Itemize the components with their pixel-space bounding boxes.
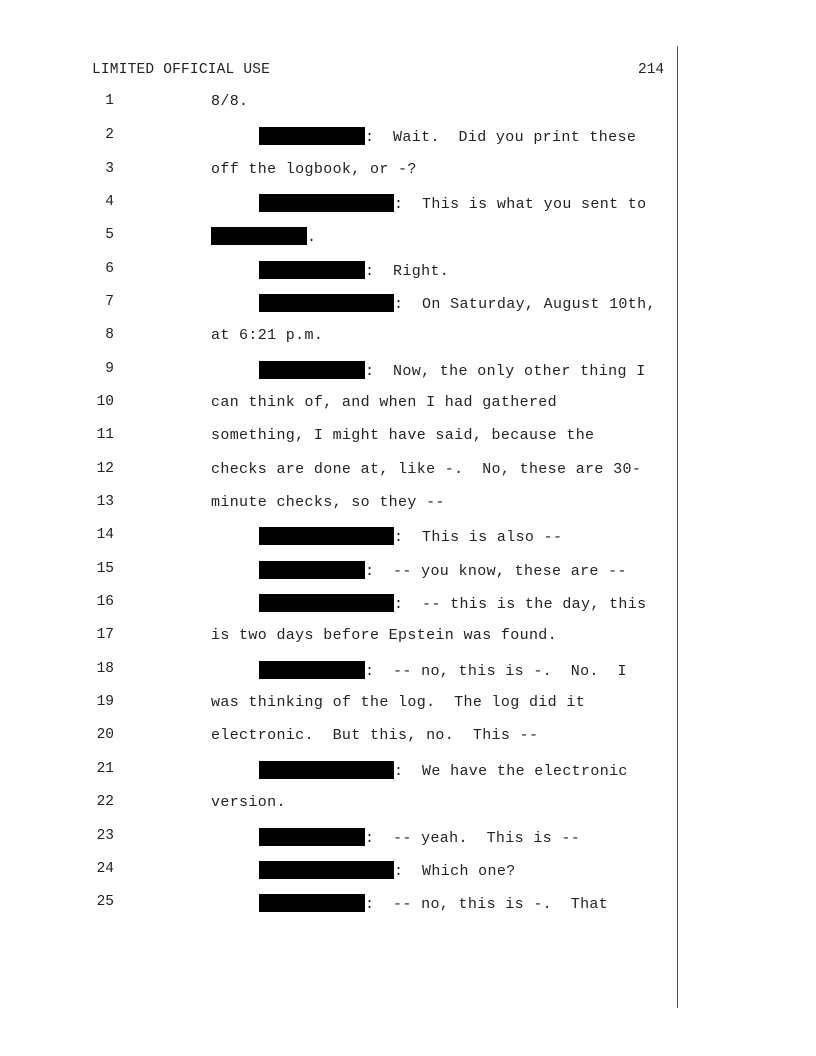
line-number: 11: [96, 427, 114, 443]
redacted-speaker-name: [259, 761, 394, 779]
line-number: 7: [105, 294, 114, 310]
transcript-line: [0, 694, 680, 714]
redacted-speaker-name: [259, 261, 365, 279]
redacted-speaker-name: [259, 127, 365, 145]
line-text: : Wait. Did you print these: [365, 129, 637, 146]
speaker-line: [259, 527, 562, 546]
transcript-line: [0, 527, 680, 547]
speaker-line: [259, 127, 636, 146]
redacted-speaker-name: [259, 828, 365, 846]
transcript-line: [0, 861, 680, 881]
speaker-line: [259, 594, 647, 613]
speaker-line: [259, 861, 516, 880]
line-text: : This is what you sent to: [394, 196, 647, 213]
redacted-speaker-name: [259, 861, 394, 879]
line-text: was thinking of the log. The log did it: [211, 694, 586, 711]
line-number: 19: [96, 694, 114, 710]
line-number: 4: [105, 194, 114, 210]
line-number: 23: [96, 828, 114, 844]
page-number: 214: [638, 62, 665, 78]
line-number: 12: [96, 461, 114, 477]
line-text: : Now, the only other thing I: [365, 363, 646, 380]
speaker-line: [259, 894, 608, 913]
speaker-line: [259, 661, 627, 680]
line-number: 21: [96, 761, 114, 777]
line-text: minute checks, so they --: [211, 494, 445, 511]
line-text: : -- this is the day, this: [394, 596, 647, 613]
transcript-line: [0, 161, 680, 181]
line-text: : We have the electronic: [394, 763, 628, 780]
transcript-line: [0, 494, 680, 514]
redacted-name: [211, 227, 307, 245]
speaker-line: [259, 361, 646, 380]
redacted-speaker-name: [259, 594, 394, 612]
line-number: 20: [96, 727, 114, 743]
redacted-speaker-name: [259, 361, 365, 379]
line-number: 10: [96, 394, 114, 410]
line-number: 5: [105, 227, 114, 243]
line-number: 2: [105, 127, 114, 143]
line-text: can think of, and when I had gathered: [211, 394, 558, 411]
redacted-speaker-name: [259, 194, 394, 212]
speaker-line: [259, 828, 580, 847]
transcript-line: [0, 394, 680, 414]
line-number: 16: [96, 594, 114, 610]
speaker-line: [259, 194, 647, 213]
line-number: 22: [96, 794, 114, 810]
transcript-line: [0, 361, 680, 381]
transcript-line: [0, 93, 680, 113]
line-text: version.: [211, 794, 286, 811]
transcript-line: [0, 894, 680, 914]
transcript-line: [0, 594, 680, 614]
line-text: off the logbook, or -?: [211, 161, 417, 178]
speaker-line: [259, 294, 656, 313]
transcript-line: [0, 261, 680, 281]
line-number: 3: [105, 161, 114, 177]
line-number: 25: [96, 894, 114, 910]
line-text: at 6:21 p.m.: [211, 327, 324, 344]
line-text: : -- no, this is -. No. I: [365, 663, 627, 680]
redacted-speaker-name: [259, 894, 365, 912]
transcript-line: [0, 761, 680, 781]
redacted-speaker-name: [259, 294, 394, 312]
line-number: 17: [96, 627, 114, 643]
line-text: checks are done at, like -. No, these are 30-: [211, 461, 642, 478]
line-text: 8/8.: [211, 93, 249, 110]
transcript-line: [0, 727, 680, 747]
transcript-line: [0, 194, 680, 214]
transcript-line: [0, 828, 680, 848]
line-text: .: [307, 229, 317, 246]
line-text: something, I might have said, because the: [211, 427, 595, 444]
line-number: 24: [96, 861, 114, 877]
line-text: : Right.: [365, 263, 450, 280]
line-number: 14: [96, 527, 114, 543]
transcript-line: [0, 427, 680, 447]
line-text: : On Saturday, August 10th,: [394, 296, 656, 313]
redacted-speaker-name: [259, 527, 394, 545]
speaker-line: [259, 561, 627, 580]
speaker-line: [259, 761, 628, 780]
transcript-line: [0, 561, 680, 581]
transcript-line: [0, 294, 680, 314]
line-text: : Which one?: [394, 863, 516, 880]
line-text: : -- you know, these are --: [365, 563, 627, 580]
line-text: electronic. But this, no. This --: [211, 727, 539, 744]
speaker-line: [259, 261, 449, 280]
line-number: 18: [96, 661, 114, 677]
classification-header: LIMITED OFFICIAL USE: [92, 62, 271, 78]
transcript-line: [0, 127, 680, 147]
line-text: : -- no, this is -. That: [365, 896, 609, 913]
redacted-speaker-name: [259, 561, 365, 579]
line-number: 6: [105, 261, 114, 277]
redacted-speaker-name: [259, 661, 365, 679]
line-text: : This is also --: [394, 529, 563, 546]
transcript-line: [0, 661, 680, 681]
transcript-line: [0, 627, 680, 647]
transcript-line: [0, 461, 680, 481]
transcript-line: [0, 794, 680, 814]
line-number: 13: [96, 494, 114, 510]
line-number: 9: [105, 361, 114, 377]
line-text: is two days before Epstein was found.: [211, 627, 558, 644]
line-number: 8: [105, 327, 114, 343]
line-number: 1: [105, 93, 114, 109]
line-number: 15: [96, 561, 114, 577]
transcript-line: [0, 327, 680, 347]
transcript-line: [0, 227, 680, 247]
speaker-line: [211, 227, 316, 246]
line-text: : -- yeah. This is --: [365, 830, 581, 847]
